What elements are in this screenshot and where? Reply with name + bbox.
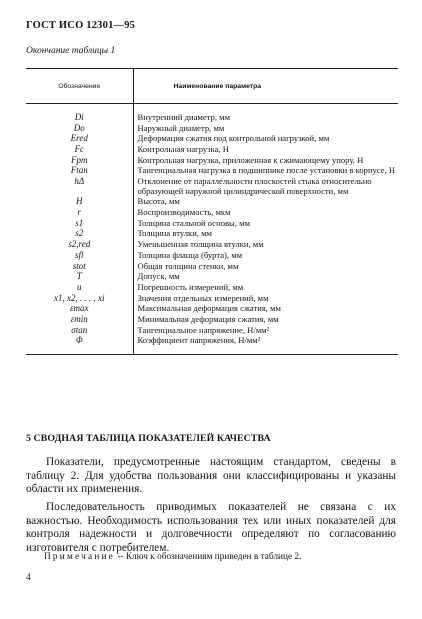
table-row — [26, 282, 398, 293]
section-paragraph-2: Последовательность приводимых показателей не связана с их важностью. Необходимость использования тех или иных показателей для контроля надежности и долговечности определяют по согласованию изготовителя с потребителем. — [26, 501, 396, 554]
parameter-symbol: Ftan — [26, 166, 133, 177]
table-row — [26, 261, 398, 272]
parameter-name: Толщина стальной основы, мм — [137, 217, 250, 228]
parameter-symbol: H — [26, 197, 133, 208]
parameter-symbol: s2,red — [26, 240, 133, 251]
section-title: 5 СВОДНАЯ ТАБЛИЦА ПОКАЗАТЕЛЕЙ КАЧЕСТВА — [26, 433, 271, 444]
page-number: 4 — [26, 573, 31, 583]
table-row — [26, 272, 398, 283]
table-row — [26, 218, 398, 229]
parameter-name: Высота, мм — [137, 196, 180, 207]
parameter-name: Контрольная нагрузка, приложенная к сжимающему упору, Н — [137, 154, 364, 165]
table-body — [26, 104, 398, 355]
parameter-name: Внутренний диаметр, мм — [137, 112, 231, 122]
parameter-name: Воспроизводимость, мкм — [137, 207, 231, 218]
parameter-name: Контрольная нагрузка, Н — [137, 144, 229, 155]
parameter-symbol: Do — [26, 123, 133, 134]
parameter-symbol: Di — [26, 104, 133, 124]
section-paragraph-1: Показатели, предусмотренные настоящим стандартом, сведены в таблицу 2. Для удобства пользования они классифицированы и указаны области их применения. — [26, 456, 396, 496]
parameter-symbol: Fc — [26, 145, 133, 156]
parameter-symbol: stot — [26, 261, 133, 272]
parameter-symbol: s1 — [26, 218, 133, 229]
parameter-symbol: σtan — [26, 325, 133, 336]
table-row — [26, 336, 398, 355]
parameter-name: Уменьшенная толщина втулки, мм — [137, 239, 264, 250]
parameter-name: Тангенциальное напряжение, Н/мм² — [137, 324, 270, 335]
parameter-symbol: εmax — [26, 304, 133, 315]
table-row — [26, 208, 398, 219]
table-row — [26, 240, 398, 251]
table-row — [26, 293, 398, 304]
table-row — [26, 104, 398, 124]
parameter-symbol: hΔ — [26, 177, 133, 197]
table-header-row — [26, 69, 398, 104]
table-row — [26, 166, 398, 177]
table-caption: Окончание таблицы 1 — [26, 46, 116, 56]
parameter-name: Отклонение от параллельности плоскостей стыка относительно образующей наружной цилиндрической поверхности, мм — [137, 176, 372, 196]
parameter-name: Допуск, мм — [137, 271, 180, 282]
parameter-name: Погрешность измерений, мм — [137, 281, 244, 292]
parameter-name: Деформация сжатия под контрольной нагрузкой, мм — [137, 133, 330, 144]
parameter-name: Общая толщина стенки, мм — [137, 260, 239, 271]
parameter-name: Тангенциальная нагрузка в подшипнике после установки в корпусе, Н — [137, 165, 396, 176]
table-row — [26, 145, 398, 156]
table-row — [26, 325, 398, 336]
table-row — [26, 155, 398, 166]
table-row — [26, 304, 398, 315]
table-row — [26, 197, 398, 208]
parameter-name: Значения отдельных измерений, мм — [137, 292, 269, 303]
table-row — [26, 177, 398, 197]
table-row — [26, 229, 398, 240]
parameter-name: Толщина втулки, мм — [137, 228, 212, 239]
parameter-symbol: Ered — [26, 134, 133, 145]
parameter-symbol: u — [26, 282, 133, 293]
parameter-name: Наружный диаметр, мм — [137, 122, 225, 133]
page-header: ГОСТ ИСО 12301—95 — [26, 20, 136, 31]
table-row — [26, 134, 398, 145]
parameter-name: Минимальная деформация сжатия, мм — [137, 313, 279, 324]
parameter-name: Максимальная деформация сжатия, мм — [137, 303, 281, 314]
note-text: -- Ключ к обозначениям приведен в таблице 2. — [115, 552, 302, 562]
parameter-name: Толщина фланца (бурта), мм — [137, 249, 243, 260]
table-row — [26, 123, 398, 134]
parameter-symbol: T — [26, 272, 133, 283]
table-note — [44, 552, 301, 562]
parameter-symbol: Φ — [26, 336, 133, 355]
parameter-symbol: x1, x2, . . . , xi — [26, 293, 133, 304]
parameters-table — [26, 68, 398, 355]
parameter-symbol: Fpm — [26, 155, 133, 166]
parameter-symbol: εmin — [26, 314, 133, 325]
parameter-symbol: s2 — [26, 229, 133, 240]
table-row — [26, 250, 398, 261]
parameter-symbol: r — [26, 208, 133, 219]
note-label: Примечание — [44, 552, 115, 562]
column-header-name: Наименование параметра — [133, 69, 398, 104]
parameter-symbol: sfl — [26, 250, 133, 261]
table-row — [26, 314, 398, 325]
parameter-name: Коэффициент напряжения, Н/мм² — [133, 336, 398, 355]
column-header-symbol: Обозначение — [26, 69, 133, 104]
